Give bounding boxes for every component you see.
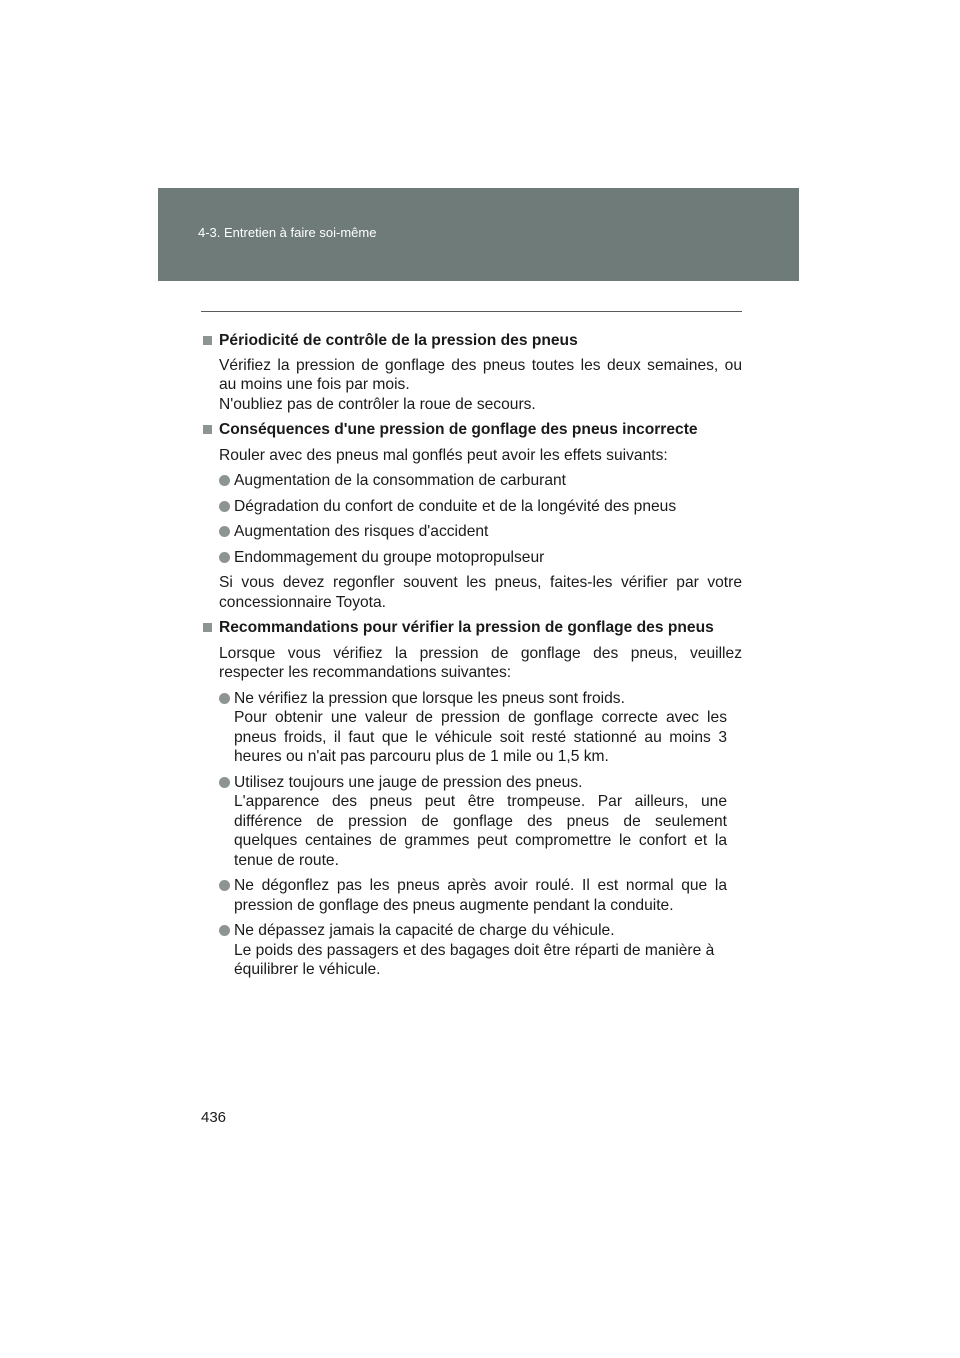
section-consequences-intro: Rouler avec des pneus mal gonflés peut avoir les effets suivants: [219,446,668,464]
circle-bullet-icon [219,526,230,537]
list-item: Ne vérifiez la pression que lorsque les pneus sont froids. Pour obtenir une valeur de pression de gonflage correcte avec les pneus froids, il faut que le véhicule soit resté stationné au moins 3 heures ou n'ait pas parcouru plus de 1 mile ou 1,5 km. [219,689,727,767]
chapter-section-label: 4-3. Entretien à faire soi-même [198,225,377,240]
circle-bullet-icon [219,501,230,512]
circle-bullet-icon [219,475,230,486]
list-item: Endommagement du groupe motopropulseur [219,548,727,568]
list-item: Augmentation des risques d'accident [219,522,727,542]
circle-bullet-icon [219,925,230,936]
page-number: 436 [201,1109,227,1126]
chapter-header-band [158,188,799,281]
section-title-recommandations: Recommandations pour vérifier la pression de gonflage des pneus [201,618,742,638]
square-bullet-icon [203,623,212,632]
section-recommandations-intro: Lorsque vous vérifiez la pression de gonflage des pneus, veuillez respecter les recommandations suivantes: [219,644,742,681]
list-item: Ne dépassez jamais la capacité de charge du véhicule. Le poids des passagers et des bagages doit être réparti de manière à équilibrer le véhicule. [219,921,727,980]
list-item: Ne dégonflez pas les pneus après avoir roulé. Il est normal que la pression de gonflage des pneus augmente pendant la conduite. [219,876,727,915]
section-consequences-outro: Si vous devez regonfler souvent les pneus, faites-les vérifier par votre concessionnaire Toyota. [219,574,742,611]
list-item: Augmentation de la consommation de carburant [219,471,727,491]
list-item: Dégradation du confort de conduite et de la longévité des pneus [219,497,727,517]
page-content [201,326,742,980]
circle-bullet-icon [219,552,230,563]
section-periodicite-text: Vérifiez la pression de gonflage des pneus toutes les deux semaines, ou au moins une fois par mois. N'oubliez pas de contrôler la roue de secours. [219,356,742,413]
section-title-consequences: Conséquences d'une pression de gonflage des pneus incorrecte [201,420,742,440]
circle-bullet-icon [219,693,230,704]
square-bullet-icon [203,336,212,345]
circle-bullet-icon [219,777,230,788]
header-rule [201,311,742,312]
list-item: Utilisez toujours une jauge de pression des pneus. L'apparence des pneus peut être trompeuse. Par ailleurs, une différence de pression de gonflage des pneus de seulement quelques centaines de grammes peut compromettre le confort et la tenue de route. [219,773,727,871]
section-title-periodicite: Périodicité de contrôle de la pression des pneus [201,331,742,351]
circle-bullet-icon [219,880,230,891]
square-bullet-icon [203,425,212,434]
